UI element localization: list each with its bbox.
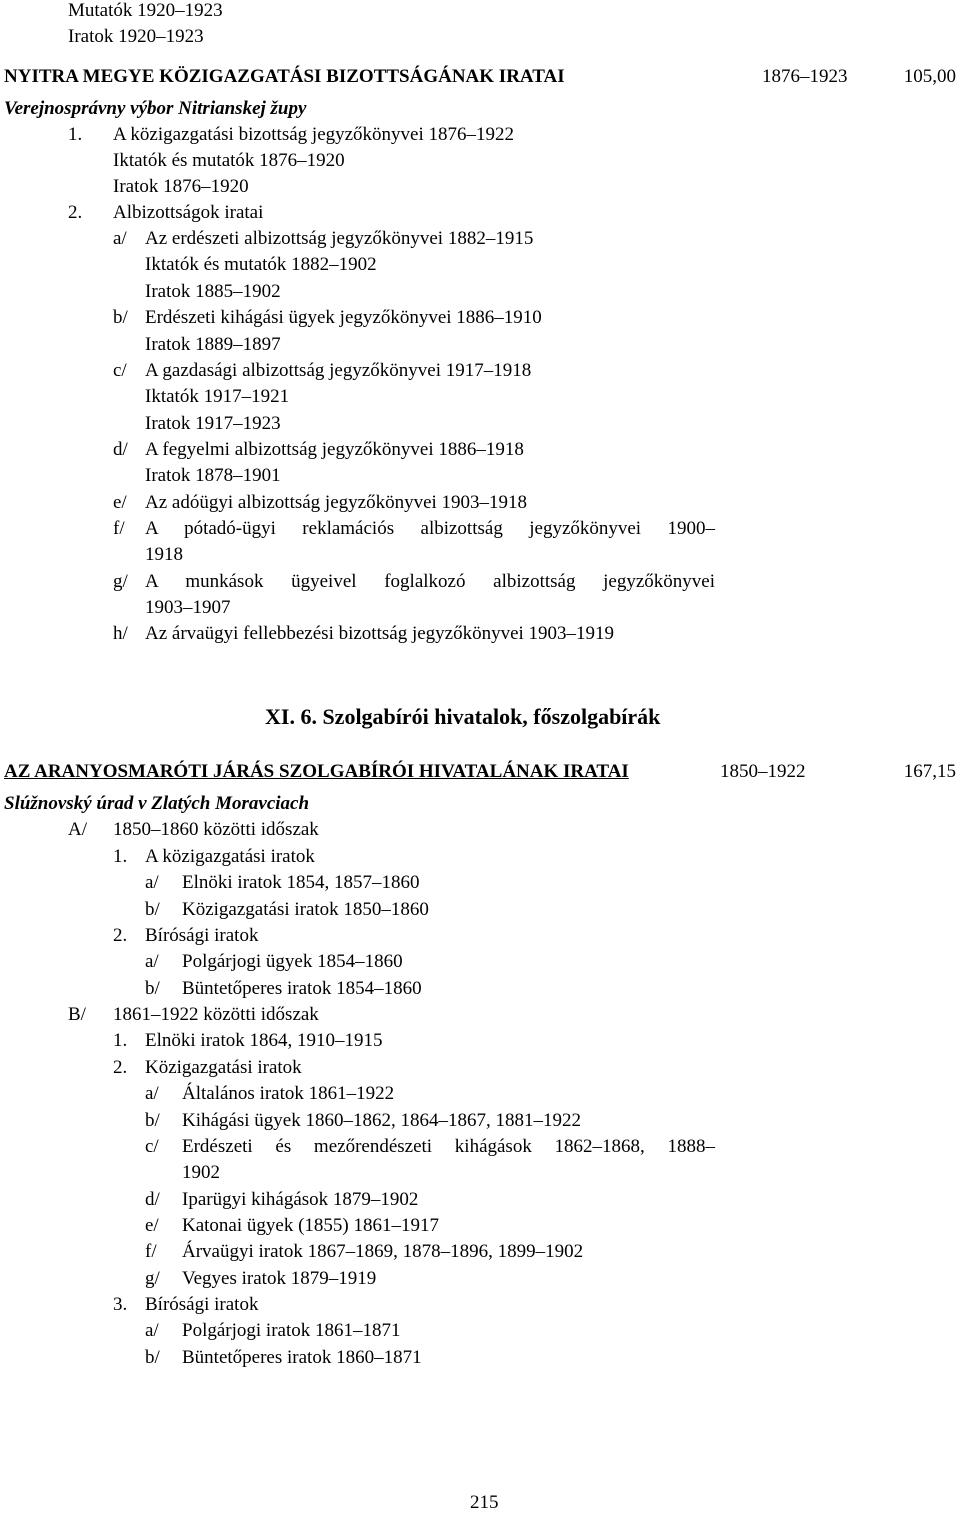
fond-subtitle: Slúžnovský úrad v Zlatých Moravciach bbox=[4, 793, 310, 814]
subitem-subline: Iratok 1878–1901 bbox=[145, 465, 281, 486]
period-text: 1850–1860 közötti időszak bbox=[113, 819, 319, 840]
subitem-label: b/ bbox=[145, 899, 160, 920]
subitem-text: A pótadó-ügyi reklamációs albizottság jegyzőkönyvei 1900– bbox=[145, 518, 715, 539]
item-text: A közigazgatási bizottság jegyzőkönyvei 1876–1922 bbox=[113, 124, 515, 145]
section-heading: XI. 6. Szolgabírói hivatalok, főszolgabírák bbox=[265, 704, 661, 729]
page-number: 215 bbox=[470, 1492, 499, 1513]
item-text: Albizottságok iratai bbox=[113, 202, 264, 223]
subitem-label: a/ bbox=[145, 872, 159, 893]
item-text: A közigazgatási iratok bbox=[145, 846, 315, 867]
subitem-label: a/ bbox=[145, 951, 159, 972]
item-number: 3. bbox=[113, 1294, 128, 1315]
subitem-subline: Iktatók és mutatók 1882–1902 bbox=[145, 254, 377, 275]
item-subline: Iratok 1876–1920 bbox=[113, 176, 249, 197]
item-text: Bírósági iratok bbox=[145, 925, 259, 946]
item-number: 2. bbox=[113, 1057, 128, 1078]
subitem-label: f/ bbox=[145, 1241, 157, 1262]
subitem-label: d/ bbox=[113, 439, 128, 460]
subitem-text: Erdészeti kihágási ügyek jegyzőkönyvei 1886–1910 bbox=[145, 307, 542, 328]
fond-amount: 167,15 bbox=[903, 761, 956, 782]
fond-title: NYITRA MEGYE KÖZIGAZGATÁSI BIZOTTSÁGÁNAK IRATAI bbox=[4, 66, 565, 87]
subitem-text: Büntetőperes iratok 1854–1860 bbox=[182, 978, 422, 999]
fond-title: AZ ARANYOSMARÓTI JÁRÁS SZOLGABÍRÓI HIVATALÁNAK IRATAI bbox=[4, 761, 629, 782]
item-number: 1. bbox=[113, 1030, 128, 1051]
subitem-label: f/ bbox=[113, 518, 125, 539]
subitem-text: Árvaügyi iratok 1867–1869, 1878–1896, 1899–1902 bbox=[182, 1241, 584, 1262]
item-number: 2. bbox=[113, 925, 128, 946]
subitem-label: b/ bbox=[145, 1347, 160, 1368]
fond-years: 1850–1922 bbox=[720, 761, 806, 782]
subitem-text: Polgárjogi iratok 1861–1871 bbox=[182, 1320, 401, 1341]
subitem-label: g/ bbox=[113, 571, 128, 592]
subitem-text: Az adóügyi albizottság jegyzőkönyvei 1903–1918 bbox=[145, 492, 528, 513]
subitem-text: A munkások ügyeivel foglalkozó albizottság jegyzőkönyvei bbox=[145, 571, 715, 592]
item-number: 1. bbox=[68, 124, 83, 145]
subitem-subline: Iratok 1889–1897 bbox=[145, 334, 281, 355]
subitem-label: c/ bbox=[113, 360, 127, 381]
period-label: B/ bbox=[68, 1004, 86, 1025]
subitem-subline: Iratok 1885–1902 bbox=[145, 281, 281, 302]
top-line-2: Iratok 1920–1923 bbox=[68, 26, 204, 47]
subitem-text: Elnöki iratok 1854, 1857–1860 bbox=[182, 872, 420, 893]
subitem-label: d/ bbox=[145, 1189, 160, 1210]
fond-subtitle: Verejnosprávny výbor Nitrianskej župy bbox=[4, 98, 307, 119]
subitem-label: e/ bbox=[113, 492, 127, 513]
subitem-text: Kihágási ügyek 1860–1862, 1864–1867, 1881–1922 bbox=[182, 1110, 581, 1131]
top-line-1: Mutatók 1920–1923 bbox=[68, 0, 223, 21]
subitem-text: A gazdasági albizottság jegyzőkönyvei 1917–1918 bbox=[145, 360, 532, 381]
period-text: 1861–1922 közötti időszak bbox=[113, 1004, 319, 1025]
subitem-text: Erdészeti és mezőrendészeti kihágások 1862–1868, 1888– bbox=[182, 1136, 715, 1157]
period-label: A/ bbox=[68, 819, 87, 840]
subitem-label: a/ bbox=[113, 228, 127, 249]
subitem-text: Büntetőperes iratok 1860–1871 bbox=[182, 1347, 422, 1368]
item-text: Közigazgatási iratok bbox=[145, 1057, 302, 1078]
subitem-text: Polgárjogi ügyek 1854–1860 bbox=[182, 951, 403, 972]
subitem-text: Iparügyi kihágások 1879–1902 bbox=[182, 1189, 419, 1210]
subitem-text: Vegyes iratok 1879–1919 bbox=[182, 1268, 377, 1289]
subitem-subline: 1902 bbox=[182, 1162, 220, 1183]
subitem-label: b/ bbox=[145, 978, 160, 999]
subitem-subline: Iktatók 1917–1921 bbox=[145, 386, 290, 407]
subitem-label: e/ bbox=[145, 1215, 159, 1236]
subitem-label: a/ bbox=[145, 1320, 159, 1341]
item-text: Bírósági iratok bbox=[145, 1294, 259, 1315]
subitem-text: Általános iratok 1861–1922 bbox=[182, 1083, 395, 1104]
subitem-text: Az árvaügyi fellebbezési bizottság jegyzőkönyvei 1903–1919 bbox=[145, 623, 615, 644]
subitem-label: b/ bbox=[145, 1110, 160, 1131]
subitem-label: b/ bbox=[113, 307, 128, 328]
item-subline: Iktatók és mutatók 1876–1920 bbox=[113, 150, 345, 171]
item-number: 1. bbox=[113, 846, 128, 867]
subitem-text: Az erdészeti albizottság jegyzőkönyvei 1882–1915 bbox=[145, 228, 534, 249]
subitem-subline: 1918 bbox=[145, 544, 183, 565]
item-number: 2. bbox=[68, 202, 83, 223]
subitem-text: Közigazgatási iratok 1850–1860 bbox=[182, 899, 429, 920]
subitem-text: A fegyelmi albizottság jegyzőkönyvei 1886–1918 bbox=[145, 439, 524, 460]
subitem-label: g/ bbox=[145, 1268, 160, 1289]
subitem-label: c/ bbox=[145, 1136, 159, 1157]
fond-years: 1876–1923 bbox=[762, 66, 848, 87]
subitem-subline: 1903–1907 bbox=[145, 597, 231, 618]
item-text: Elnöki iratok 1864, 1910–1915 bbox=[145, 1030, 383, 1051]
subitem-text: Katonai ügyek (1855) 1861–1917 bbox=[182, 1215, 439, 1236]
subitem-subline: Iratok 1917–1923 bbox=[145, 413, 281, 434]
fond-amount: 105,00 bbox=[903, 66, 956, 87]
subitem-label: a/ bbox=[145, 1083, 159, 1104]
subitem-label: h/ bbox=[113, 623, 128, 644]
